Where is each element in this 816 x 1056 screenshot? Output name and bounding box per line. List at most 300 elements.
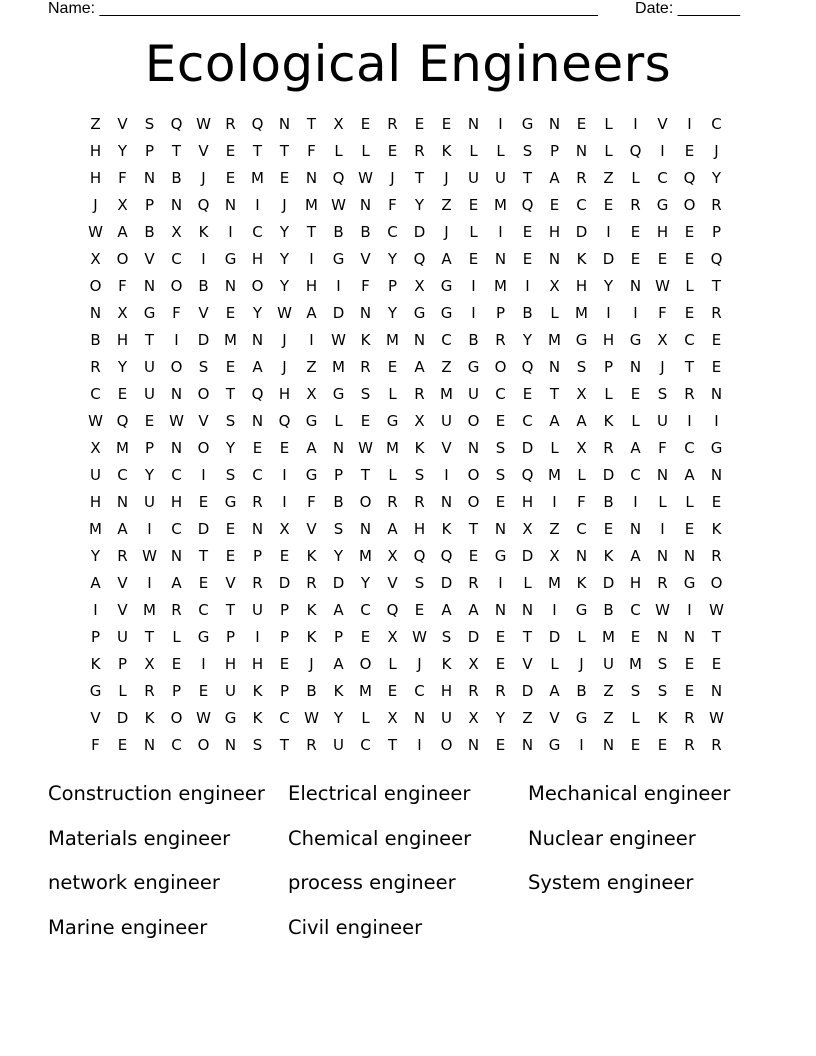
- grid-letter: E: [495, 412, 506, 430]
- grid-letter: U: [495, 169, 506, 187]
- grid-letter: D: [413, 223, 426, 241]
- word-item: process engineer: [288, 871, 456, 894]
- grid-letter: N: [413, 709, 426, 727]
- grid-letter: N: [143, 736, 156, 754]
- grid-letter: I: [633, 115, 638, 133]
- grid-letter: K: [441, 655, 452, 673]
- grid-letter: D: [521, 547, 534, 565]
- grid-letter: E: [630, 385, 641, 403]
- grid-letter: N: [143, 277, 156, 295]
- grid-letter: T: [711, 628, 722, 646]
- grid-letter: E: [603, 196, 614, 214]
- grid-letter: R: [576, 169, 587, 187]
- grid-letter: I: [633, 493, 638, 511]
- grid-letter: C: [684, 331, 695, 349]
- grid-letter: W: [358, 169, 373, 187]
- grid-letter: I: [606, 223, 611, 241]
- grid-letter: H: [656, 223, 669, 241]
- grid-letter: X: [576, 439, 587, 457]
- grid-letter: I: [282, 493, 287, 511]
- word-item: Mechanical engineer: [528, 782, 731, 805]
- grid-letter: R: [414, 385, 425, 403]
- grid-letter: N: [548, 358, 561, 376]
- grid-letter: W: [88, 223, 103, 241]
- grid-letter: H: [575, 277, 588, 295]
- grid-letter: N: [116, 493, 129, 511]
- grid-letter: G: [521, 115, 534, 133]
- grid-letter: D: [440, 574, 453, 592]
- grid-letter: F: [361, 277, 370, 295]
- grid-letter: A: [576, 412, 587, 430]
- grid-letter: P: [387, 277, 398, 295]
- grid-letter: O: [440, 736, 453, 754]
- word-item: Construction engineer: [48, 782, 265, 805]
- grid-letter: N: [467, 115, 480, 133]
- grid-letter: I: [255, 196, 260, 214]
- grid-letter: N: [683, 628, 696, 646]
- grid-letter: C: [171, 250, 182, 268]
- grid-letter: N: [467, 736, 480, 754]
- grid-letter: I: [147, 520, 152, 538]
- grid-letter: T: [306, 115, 317, 133]
- grid-letter: N: [494, 601, 507, 619]
- grid-letter: E: [279, 547, 290, 565]
- grid-letter: J: [309, 655, 314, 673]
- grid-letter: E: [387, 142, 398, 160]
- grid-letter: I: [309, 250, 314, 268]
- grid-letter: A: [333, 655, 344, 673]
- grid-letter: X: [306, 385, 317, 403]
- grid-letter: I: [660, 520, 665, 538]
- grid-letter: S: [333, 520, 344, 538]
- grid-letter: B: [576, 682, 587, 700]
- grid-letter: J: [579, 655, 584, 673]
- grid-letter: S: [441, 628, 452, 646]
- grid-letter: R: [117, 547, 128, 565]
- grid-letter: I: [687, 115, 692, 133]
- grid-letter: E: [495, 655, 506, 673]
- grid-letter: P: [279, 601, 290, 619]
- grid-letter: R: [387, 115, 398, 133]
- grid-letter: V: [198, 304, 209, 322]
- grid-letter: Y: [117, 358, 128, 376]
- grid-letter: K: [306, 601, 317, 619]
- grid-letter: R: [414, 142, 425, 160]
- grid-letter: M: [143, 601, 156, 619]
- grid-letter: K: [252, 682, 263, 700]
- grid-letter: K: [360, 331, 371, 349]
- grid-letter: W: [304, 709, 319, 727]
- grid-letter: N: [656, 547, 669, 565]
- grid-letter: Y: [333, 709, 344, 727]
- grid-letter: V: [144, 250, 155, 268]
- grid-letter: U: [441, 709, 452, 727]
- grid-letter: O: [197, 736, 210, 754]
- grid-letter: J: [93, 196, 98, 214]
- grid-letter: T: [198, 547, 209, 565]
- grid-letter: N: [170, 385, 183, 403]
- grid-letter: A: [441, 250, 452, 268]
- grid-letter: W: [331, 196, 346, 214]
- grid-letter: U: [144, 385, 155, 403]
- grid-letter: T: [171, 142, 182, 160]
- grid-letter: V: [117, 115, 128, 133]
- grid-letter: N: [224, 736, 237, 754]
- grid-letter: N: [251, 412, 264, 430]
- grid-letter: N: [278, 115, 291, 133]
- grid-letter: H: [89, 142, 102, 160]
- grid-letter: A: [549, 169, 560, 187]
- grid-letter: N: [575, 142, 588, 160]
- grid-letter: E: [657, 736, 668, 754]
- grid-letter: R: [603, 439, 614, 457]
- grid-letter: L: [334, 142, 343, 160]
- grid-letter: E: [684, 655, 695, 673]
- grid-letter: O: [359, 655, 372, 673]
- grid-letter: L: [604, 115, 613, 133]
- grid-letter: E: [711, 655, 722, 673]
- grid-letter: P: [90, 628, 101, 646]
- grid-letter: L: [523, 574, 532, 592]
- grid-letter: G: [440, 277, 453, 295]
- grid-letter: T: [306, 223, 317, 241]
- grid-letter: S: [414, 574, 425, 592]
- grid-letter: V: [117, 574, 128, 592]
- grid-letter: U: [468, 385, 479, 403]
- grid-letter: I: [201, 250, 206, 268]
- word-item: Nuclear engineer: [528, 826, 696, 850]
- grid-letter: I: [471, 304, 476, 322]
- grid-letter: K: [306, 547, 317, 565]
- grid-letter: Y: [522, 331, 533, 349]
- grid-letter: M: [548, 466, 561, 484]
- grid-letter: T: [549, 385, 560, 403]
- grid-letter: I: [147, 574, 152, 592]
- grid-letter: L: [685, 277, 694, 295]
- grid-letter: N: [224, 277, 237, 295]
- grid-letter: M: [89, 520, 102, 538]
- grid-letter: H: [251, 250, 264, 268]
- grid-letter: I: [417, 736, 422, 754]
- grid-letter: H: [224, 655, 237, 673]
- grid-letter: H: [251, 655, 264, 673]
- grid-letter: F: [307, 142, 316, 160]
- grid-letter: N: [494, 520, 507, 538]
- grid-letter: P: [711, 223, 722, 241]
- grid-letter: M: [116, 439, 129, 457]
- grid-letter: K: [144, 709, 155, 727]
- grid-letter: B: [198, 277, 209, 295]
- grid-letter: H: [602, 331, 615, 349]
- grid-letter: E: [387, 358, 398, 376]
- grid-letter: F: [118, 169, 127, 187]
- grid-letter: Y: [117, 142, 128, 160]
- grid-letter: B: [468, 331, 479, 349]
- grid-letter: C: [522, 412, 533, 430]
- grid-letter: U: [117, 628, 128, 646]
- grid-letter: E: [603, 520, 614, 538]
- grid-letter: T: [360, 466, 371, 484]
- grid-letter: E: [279, 655, 290, 673]
- grid-letter: T: [225, 385, 236, 403]
- grid-letter: V: [549, 709, 560, 727]
- grid-letter: M: [224, 331, 237, 349]
- grid-letter: Q: [683, 169, 696, 187]
- word-item: Materials engineer: [48, 826, 231, 850]
- grid-letter: V: [225, 574, 236, 592]
- grid-letter: C: [171, 466, 182, 484]
- grid-letter: G: [440, 304, 453, 322]
- grid-letter: H: [521, 493, 534, 511]
- grid-letter: M: [359, 547, 372, 565]
- grid-letter: P: [279, 628, 290, 646]
- grid-letter: E: [495, 493, 506, 511]
- grid-letter: U: [657, 412, 668, 430]
- grid-letter: Z: [522, 709, 533, 727]
- grid-letter: W: [142, 547, 157, 565]
- grid-letter: T: [252, 142, 263, 160]
- grid-letter: Q: [170, 115, 183, 133]
- grid-letter: O: [467, 466, 480, 484]
- grid-letter: H: [440, 682, 453, 700]
- grid-letter: G: [575, 331, 588, 349]
- grid-letter: I: [228, 223, 233, 241]
- grid-letter: O: [197, 385, 210, 403]
- grid-letter: U: [603, 655, 614, 673]
- grid-letter: K: [711, 520, 722, 538]
- grid-letter: A: [333, 601, 344, 619]
- grid-letter: C: [684, 439, 695, 457]
- grid-letter: E: [198, 682, 209, 700]
- grid-letter: C: [630, 466, 641, 484]
- grid-letter: E: [279, 439, 290, 457]
- grid-letter: Q: [332, 169, 345, 187]
- grid-letter: I: [552, 601, 557, 619]
- grid-letter: Q: [521, 358, 534, 376]
- grid-letter: S: [495, 466, 506, 484]
- grid-letter: L: [550, 655, 559, 673]
- grid-letter: R: [468, 574, 479, 592]
- grid-letter: L: [685, 493, 694, 511]
- grid-letter: Z: [603, 709, 614, 727]
- grid-letter: H: [170, 493, 183, 511]
- grid-letter: N: [548, 115, 561, 133]
- grid-letter: X: [549, 277, 560, 295]
- grid-letter: I: [309, 331, 314, 349]
- grid-letter: M: [575, 304, 588, 322]
- grid-letter: O: [170, 358, 183, 376]
- grid-letter: Y: [252, 304, 263, 322]
- grid-letter: R: [495, 331, 506, 349]
- grid-letter: J: [444, 169, 449, 187]
- grid-letter: L: [550, 304, 559, 322]
- grid-letter: G: [494, 547, 507, 565]
- grid-letter: A: [549, 682, 560, 700]
- grid-letter: L: [388, 385, 397, 403]
- grid-letter: I: [498, 223, 503, 241]
- grid-letter: Y: [387, 250, 398, 268]
- grid-letter: P: [225, 628, 236, 646]
- grid-letter: E: [225, 520, 236, 538]
- grid-letter: C: [387, 223, 398, 241]
- grid-letter: N: [359, 520, 372, 538]
- grid-letter: B: [603, 493, 614, 511]
- grid-letter: M: [359, 682, 372, 700]
- grid-letter: Y: [225, 439, 236, 457]
- grid-letter: T: [225, 601, 236, 619]
- grid-letter: R: [711, 736, 722, 754]
- grid-letter: E: [522, 385, 533, 403]
- grid-letter: E: [360, 115, 371, 133]
- grid-letter: D: [521, 682, 534, 700]
- grid-letter: G: [224, 250, 237, 268]
- grid-letter: E: [495, 736, 506, 754]
- grid-letter: D: [332, 574, 345, 592]
- word-item: Electrical engineer: [288, 782, 471, 805]
- grid-letter: X: [522, 520, 533, 538]
- grid-letter: G: [575, 601, 588, 619]
- grid-letter: F: [658, 439, 667, 457]
- grid-letter: G: [683, 574, 696, 592]
- grid-letter: A: [387, 520, 398, 538]
- grid-letter: Z: [441, 358, 452, 376]
- grid-letter: C: [252, 466, 263, 484]
- grid-letter: R: [468, 682, 479, 700]
- grid-letter: K: [414, 439, 425, 457]
- grid-letter: R: [387, 493, 398, 511]
- grid-letter: T: [144, 331, 155, 349]
- grid-letter: O: [170, 709, 183, 727]
- grid-letter: E: [441, 115, 452, 133]
- grid-letter: L: [361, 709, 370, 727]
- grid-letter: P: [117, 655, 128, 673]
- word-item: Civil engineer: [288, 915, 423, 939]
- grid-letter: S: [360, 385, 371, 403]
- grid-letter: T: [522, 169, 533, 187]
- grid-letter: P: [333, 466, 344, 484]
- grid-letter: N: [251, 331, 264, 349]
- grid-letter: P: [549, 142, 560, 160]
- grid-letter: N: [629, 358, 642, 376]
- grid-letter: J: [201, 169, 206, 187]
- grid-letter: G: [332, 250, 345, 268]
- grid-letter: A: [171, 574, 182, 592]
- grid-letter: C: [279, 709, 290, 727]
- grid-letter: M: [548, 331, 561, 349]
- grid-letter: B: [603, 601, 614, 619]
- grid-letter: N: [359, 304, 372, 322]
- grid-letter: V: [198, 412, 209, 430]
- grid-letter: N: [359, 196, 372, 214]
- grid-letter: P: [279, 682, 290, 700]
- grid-letter: B: [144, 223, 155, 241]
- grid-letter: E: [117, 385, 128, 403]
- grid-letter: D: [467, 628, 480, 646]
- word-item: System engineer: [528, 871, 694, 894]
- grid-letter: V: [306, 520, 317, 538]
- grid-letter: Z: [306, 358, 317, 376]
- grid-letter: D: [197, 520, 210, 538]
- grid-letter: C: [198, 601, 209, 619]
- grid-letter: E: [684, 682, 695, 700]
- letter-grid: [82, 111, 730, 759]
- grid-letter: X: [414, 277, 425, 295]
- grid-letter: W: [88, 412, 103, 430]
- grid-letter: F: [577, 493, 586, 511]
- grid-letter: W: [655, 601, 670, 619]
- grid-letter: E: [711, 331, 722, 349]
- grid-letter: X: [549, 547, 560, 565]
- grid-letter: Q: [629, 142, 642, 160]
- grid-letter: G: [710, 439, 723, 457]
- grid-letter: O: [170, 277, 183, 295]
- grid-letter: N: [629, 277, 642, 295]
- grid-letter: E: [225, 142, 236, 160]
- grid-letter: G: [305, 466, 318, 484]
- grid-letter: G: [197, 628, 210, 646]
- grid-letter: K: [576, 574, 587, 592]
- grid-letter: W: [277, 304, 292, 322]
- grid-letter: B: [360, 223, 371, 241]
- grid-letter: X: [90, 250, 101, 268]
- grid-letter: V: [360, 250, 371, 268]
- grid-letter: P: [171, 682, 182, 700]
- grid-letter: K: [90, 655, 101, 673]
- grid-letter: X: [279, 520, 290, 538]
- grid-letter: E: [684, 304, 695, 322]
- grid-letter: J: [444, 223, 449, 241]
- grid-letter: S: [252, 736, 263, 754]
- grid-letter: U: [90, 466, 101, 484]
- grid-letter: E: [225, 358, 236, 376]
- grid-letter: L: [469, 142, 478, 160]
- grid-letter: U: [333, 736, 344, 754]
- grid-letter: B: [171, 169, 182, 187]
- grid-letter: N: [413, 331, 426, 349]
- grid-letter: B: [333, 493, 344, 511]
- grid-letter: Y: [711, 169, 722, 187]
- grid-letter: E: [387, 682, 398, 700]
- grid-letter: L: [577, 466, 586, 484]
- grid-letter: E: [684, 250, 695, 268]
- grid-letter: V: [90, 709, 101, 727]
- grid-letter: I: [201, 466, 206, 484]
- grid-letter: E: [630, 223, 641, 241]
- grid-letter: P: [495, 304, 506, 322]
- grid-letter: P: [144, 439, 155, 457]
- grid-letter: N: [629, 520, 642, 538]
- grid-letter: M: [629, 655, 642, 673]
- grid-letter: F: [658, 304, 667, 322]
- grid-letter: N: [305, 169, 318, 187]
- grid-letter: C: [171, 736, 182, 754]
- grid-letter: X: [468, 709, 479, 727]
- grid-letter: I: [336, 277, 341, 295]
- grid-letter: H: [89, 169, 102, 187]
- grid-letter: B: [333, 223, 344, 241]
- grid-letter: A: [90, 574, 101, 592]
- grid-letter: O: [197, 439, 210, 457]
- grid-letter: O: [251, 277, 264, 295]
- grid-letter: B: [90, 331, 101, 349]
- grid-letter: W: [709, 601, 724, 619]
- grid-letter: O: [89, 277, 102, 295]
- grid-letter: N: [143, 169, 156, 187]
- grid-letter: L: [496, 142, 505, 160]
- grid-letter: U: [468, 169, 479, 187]
- grid-letter: I: [471, 277, 476, 295]
- grid-letter: E: [576, 115, 587, 133]
